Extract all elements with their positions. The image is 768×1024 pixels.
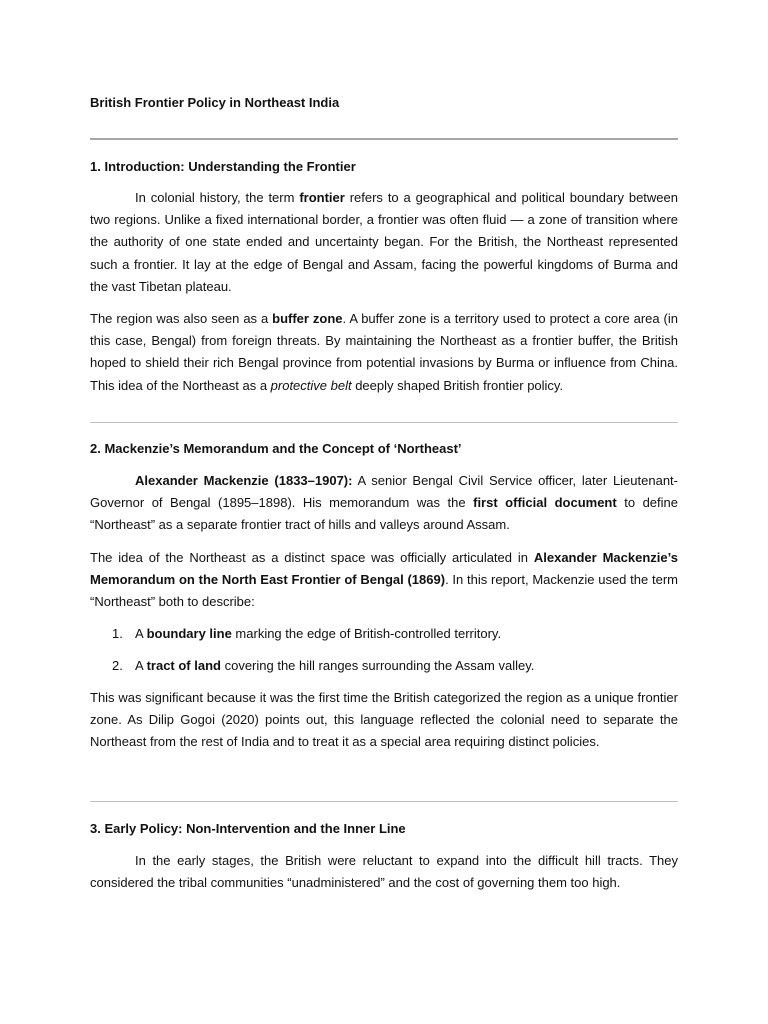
section-divider — [90, 422, 678, 423]
term-memorandum-title: Alexander Mackenzie’s Memorandum on the North East Frontier of Bengal (1869) — [90, 550, 678, 588]
text-run: to define “Northeast” as a separate frontier tract of hills and valleys around Assam. — [90, 495, 678, 533]
text-run: The idea of the Northeast as a distinct space was officially articulated in — [90, 550, 534, 565]
term-buffer-zone: buffer zone — [272, 311, 343, 326]
text-run: A — [135, 626, 147, 641]
paragraph-buffer-zone — [90, 308, 678, 397]
paragraph-mackenzie-bio — [90, 470, 678, 537]
term-frontier: frontier — [299, 190, 345, 205]
title-divider — [90, 138, 678, 140]
paragraph-significance: This was significant because it was the first time the British categorized the region as a unique frontier zone. As Dilip Gogoi (2020) points out, this language reflected the colonial need to separate the Northeast from the rest of India and to treat it as a special area requiring distinct policies. — [90, 690, 678, 750]
section-heading-early-policy: 3. Early Policy: Non-Intervention and the Inner Line — [90, 821, 406, 836]
list-text — [135, 657, 534, 675]
text-run: The region was also seen as a — [90, 311, 273, 326]
paragraph-frontier-definition — [90, 187, 678, 298]
section-heading-mackenzie: 2. Mackenzie’s Memorandum and the Concept of ‘Northeast’ — [90, 441, 462, 456]
text-run: covering the hill ranges surrounding the Assam valley. — [220, 658, 535, 673]
text-run: marking the edge of British-controlled territory. — [231, 626, 502, 641]
term-protective-belt: protective belt — [270, 377, 352, 393]
text-run: refers to a geographical and political boundary between two regions. Unlike a fixed international border, a frontier was often fluid — a zone of transition where the authority of one state ended and uncertainty began. For the British, the Northeast represented such a frontier. It lay at the edge of Bengal and Assam, facing the powerful kingdoms of Burma and the vast Tibetan plateau. — [90, 190, 678, 294]
document-title: British Frontier Policy in Northeast India — [90, 95, 340, 110]
text-run: A — [135, 658, 147, 673]
paragraph-memorandum — [90, 547, 678, 614]
list-number: 1. — [112, 626, 123, 641]
section-divider — [90, 801, 678, 802]
list-text — [135, 625, 501, 643]
text-run: . A buffer zone is a territory used to protect a core area (in this case, Bengal) from foreign threats. By maintaining the Northeast as a frontier buffer, the British hoped to shield their rich Bengal province from potential invasions by Burma or influence from China. This idea of the Northeast as a — [90, 311, 678, 393]
section-heading-introduction: 1. Introduction: Understanding the Frontier — [90, 159, 356, 174]
text-run: A senior Bengal Civil Service officer, later Lieutenant-Governor of Bengal (1895–1898). His memorandum was the — [90, 473, 678, 511]
text-run: deeply shaped British frontier policy. — [351, 377, 564, 393]
list-number: 2. — [112, 658, 123, 673]
paragraph-early-stages: In the early stages, the British were reluctant to expand into the difficult hill tracts. They considered the tribal communities “unadministered” and the cost of governing them too high. — [90, 853, 678, 891]
term-alexander-mackenzie: Alexander Mackenzie (1833–1907): — [135, 473, 353, 488]
text-run: In colonial history, the term — [135, 190, 300, 205]
term-boundary-line: boundary line — [146, 626, 232, 641]
term-tract-of-land: tract of land — [146, 658, 221, 673]
text-run: . In this report, Mackenzie used the term “Northeast” both to describe: — [90, 572, 678, 610]
term-first-official-document: first official document — [473, 495, 617, 511]
